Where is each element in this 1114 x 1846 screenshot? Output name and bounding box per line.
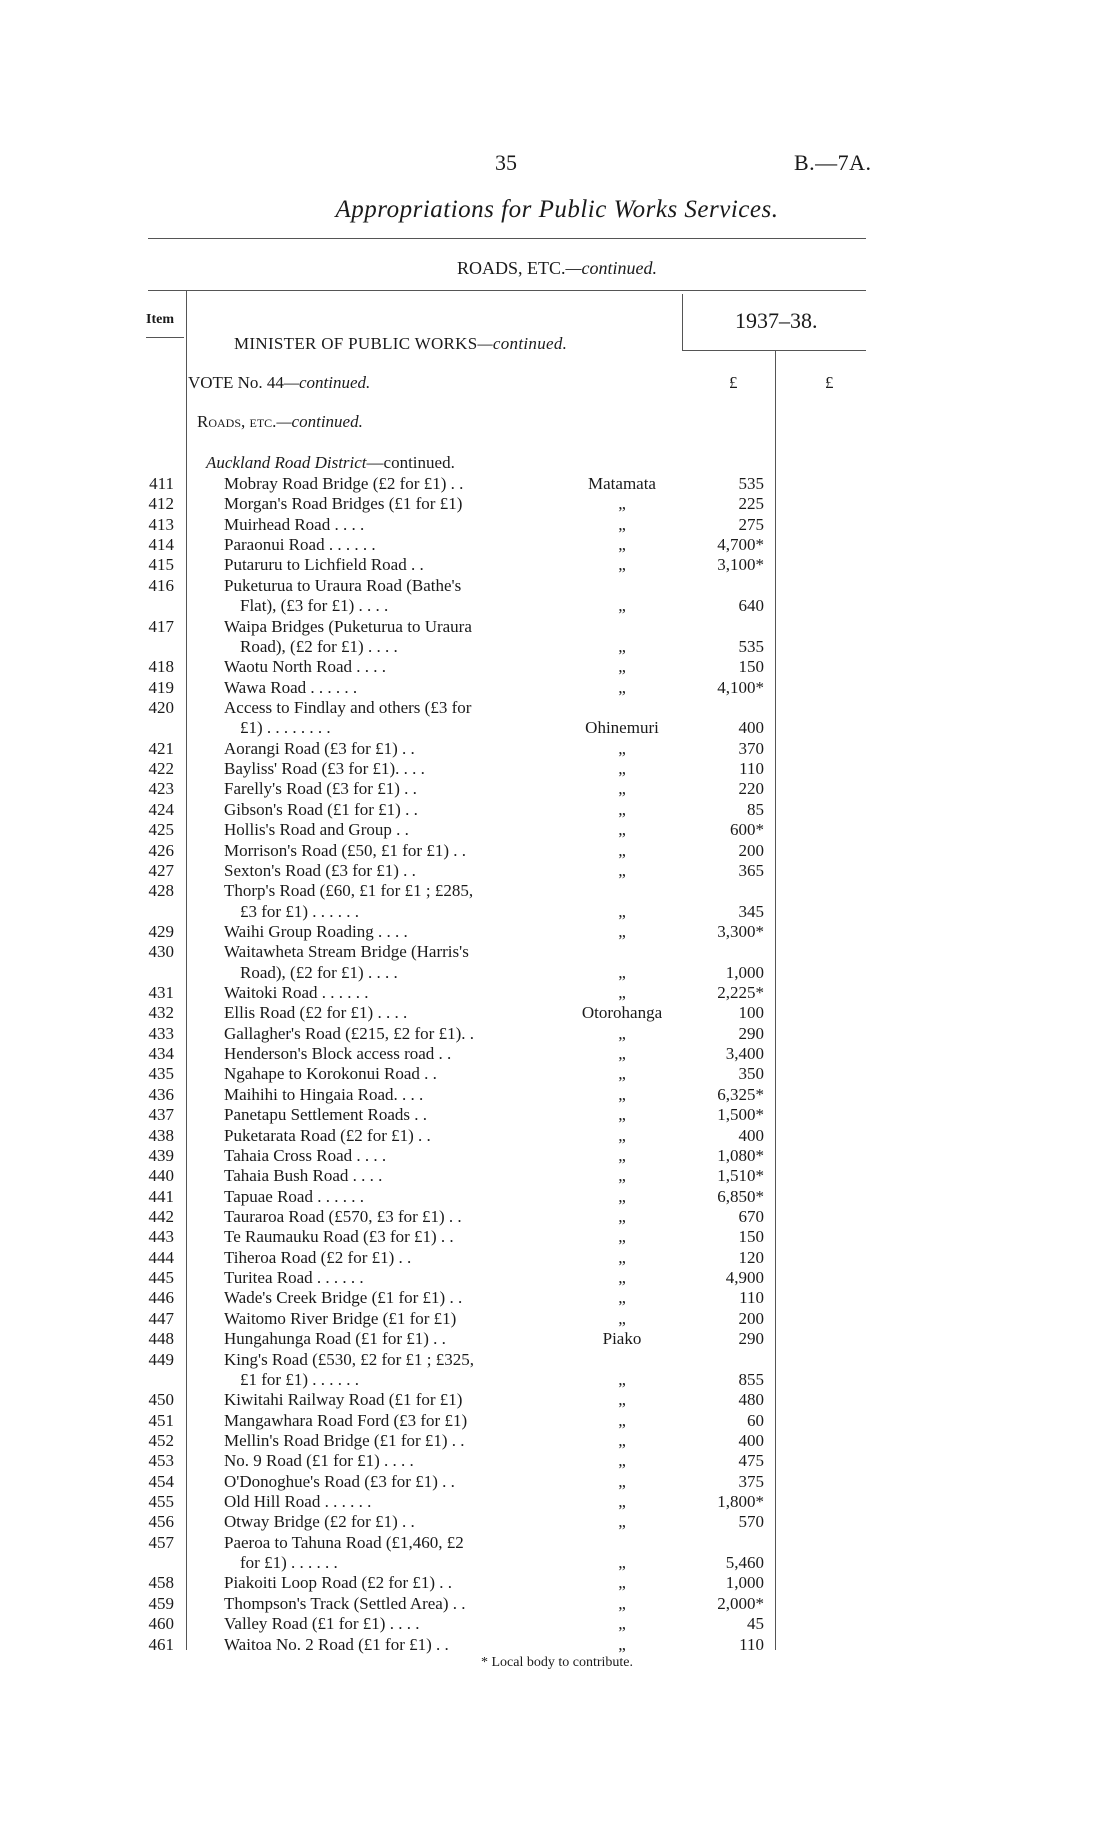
item-amount: 855 xyxy=(738,1369,764,1389)
section-title-text: ROADS, ETC. xyxy=(456,258,566,278)
item-description: Henderson's Block access road . . xyxy=(224,1044,452,1064)
item-district: „ xyxy=(618,535,626,555)
item-amount: 3,100* xyxy=(717,555,764,575)
item-amount: 400 xyxy=(738,1125,764,1145)
item-description: Paeroa to Tahuna Road (£1,460, £2 xyxy=(224,1532,464,1552)
item-number: 451 xyxy=(148,1410,174,1430)
item-amount: 4,100* xyxy=(717,677,764,697)
pound-column-2-unit: £ xyxy=(825,373,834,392)
item-amount: 110 xyxy=(739,1288,764,1308)
item-description: Bayliss' Road (£3 for £1). . . . xyxy=(224,759,425,778)
item-description: Flat), (£3 for £1) . . . . xyxy=(240,596,389,616)
item-number: 428 xyxy=(148,881,174,901)
district-heading-suffix: —continued. xyxy=(366,453,455,472)
item-description: Tauraroa Road (£570, £3 for £1) . . xyxy=(224,1207,462,1226)
roads-heading-text: Roads, etc. xyxy=(197,412,277,431)
item-amount: 475 xyxy=(738,1451,764,1471)
item-header-rule xyxy=(146,337,184,338)
table-top-rule xyxy=(148,290,866,291)
vote-heading xyxy=(188,373,370,393)
item-number: 422 xyxy=(148,759,174,778)
item-district: „ xyxy=(618,1512,626,1532)
year-column-divider xyxy=(682,294,683,350)
item-amount: 4,900 xyxy=(725,1268,764,1287)
item-description: Road), (£2 for £1) . . . . xyxy=(240,962,398,982)
item-amount: 480 xyxy=(738,1390,764,1410)
item-amount: 45 xyxy=(747,1614,764,1634)
item-description: Aorangi Road (£3 for £1) . . xyxy=(224,738,415,758)
item-district: „ xyxy=(618,962,626,982)
item-number: 439 xyxy=(148,1145,174,1165)
item-column-divider xyxy=(186,290,187,1650)
year-column-header: 1937–38. xyxy=(735,308,818,333)
item-amount: 400 xyxy=(738,718,764,738)
title-divider xyxy=(148,238,866,239)
item-description: Tahaia Cross Road . . . . xyxy=(224,1145,387,1165)
item-description: Farelly's Road (£3 for £1) . . xyxy=(224,779,417,799)
item-number: 458 xyxy=(148,1573,174,1593)
item-description: Morgan's Road Bridges (£1 for £1) xyxy=(224,494,463,514)
item-number: 453 xyxy=(148,1451,174,1471)
item-district: „ xyxy=(618,901,626,921)
roads-heading xyxy=(197,412,363,432)
item-district: Piako xyxy=(602,1329,642,1349)
minister-heading xyxy=(234,334,567,354)
item-district: „ xyxy=(618,1044,626,1064)
item-description: Waitoki Road . . . . . . xyxy=(224,983,369,1002)
item-description: Valley Road (£1 for £1) . . . . xyxy=(224,1614,420,1634)
item-district: „ xyxy=(618,1308,626,1328)
item-description: Puketurua to Uraura Road (Bathe's xyxy=(224,575,462,595)
item-amount: 2,225* xyxy=(717,983,764,1002)
item-amount: 1,000 xyxy=(725,962,764,982)
item-district: „ xyxy=(618,1471,626,1491)
page-title: Appropriations for Public Works Services. xyxy=(335,196,779,223)
item-description: Wawa Road . . . . . . xyxy=(224,677,358,697)
item-description: Tapuae Road . . . . . . xyxy=(224,1186,364,1206)
item-amount: 3,300* xyxy=(717,921,764,941)
vote-heading-text: VOTE No. 44 xyxy=(188,373,284,392)
item-amount: 275 xyxy=(738,514,764,534)
item-amount: 1,500* xyxy=(717,1105,764,1125)
item-number: 448 xyxy=(148,1329,174,1349)
item-description: Thompson's Track (Settled Area) . . xyxy=(224,1593,466,1613)
item-number: 424 xyxy=(148,799,174,819)
item-number: 426 xyxy=(148,840,174,860)
item-amount: 400 xyxy=(738,1430,764,1450)
item-number: 418 xyxy=(148,657,174,677)
item-amount: 200 xyxy=(738,1308,764,1328)
item-description: Waipa Bridges (Puketurua to Uraura xyxy=(224,616,472,636)
item-number: 457 xyxy=(148,1532,174,1552)
document-reference: B.—7A. xyxy=(794,150,872,175)
item-description: Waitoa No. 2 Road (£1 for £1) . . xyxy=(224,1634,449,1654)
item-district: „ xyxy=(618,1410,626,1430)
item-number: 461 xyxy=(148,1634,174,1654)
item-district: „ xyxy=(618,1105,626,1125)
item-district: „ xyxy=(618,1553,626,1573)
item-number: 434 xyxy=(148,1044,174,1064)
item-number: 449 xyxy=(148,1349,174,1369)
roads-heading-suffix: —continued. xyxy=(276,412,363,431)
item-district: „ xyxy=(618,1186,626,1206)
item-description: Waitawheta Stream Bridge (Harris's xyxy=(224,942,469,962)
pound-column-1-unit: £ xyxy=(729,373,738,392)
item-amount: 220 xyxy=(738,779,764,799)
item-amount: 1,800* xyxy=(717,1492,764,1511)
item-description: King's Road (£530, £2 for £1 ; £325, xyxy=(224,1349,475,1369)
item-amount: 5,460 xyxy=(725,1553,764,1573)
item-district: Matamata xyxy=(588,474,656,493)
item-description: Putaruru to Lichfield Road . . xyxy=(224,555,424,575)
item-district: „ xyxy=(618,983,626,1002)
item-amount: 120 xyxy=(738,1247,764,1267)
item-district: „ xyxy=(618,1451,626,1471)
item-amount: 290 xyxy=(738,1023,764,1043)
item-description: Tiheroa Road (£2 for £1) . . xyxy=(224,1247,412,1267)
item-description: Access to Findlay and others (£3 for xyxy=(224,698,472,717)
item-description: Thorp's Road (£60, £1 for £1 ; £285, xyxy=(224,881,474,901)
item-district: „ xyxy=(618,840,626,860)
item-number: 411 xyxy=(149,474,174,493)
item-column-header: Item xyxy=(146,312,174,327)
item-description: Mangawhara Road Ford (£3 for £1) xyxy=(224,1410,468,1430)
item-district: „ xyxy=(618,596,626,616)
item-amount: 290 xyxy=(738,1329,764,1349)
district-heading-text: Auckland Road District xyxy=(206,453,367,472)
item-district: „ xyxy=(618,1492,626,1511)
item-number: 414 xyxy=(148,535,174,555)
page-number: 35 xyxy=(495,150,517,175)
district-heading xyxy=(206,453,455,473)
item-amount: 6,325* xyxy=(717,1084,764,1104)
item-amount: 345 xyxy=(738,901,764,921)
item-district: „ xyxy=(618,1430,626,1450)
item-description: Turitea Road . . . . . . xyxy=(224,1268,364,1287)
item-description: Gallagher's Road (£215, £2 for £1). . xyxy=(224,1023,474,1043)
item-description: £1) . . . . . . . . xyxy=(240,718,331,738)
item-number: 438 xyxy=(148,1125,174,1145)
item-number: 433 xyxy=(148,1023,174,1043)
item-description: Ngahape to Korokonui Road . . xyxy=(224,1064,437,1084)
item-district: „ xyxy=(618,860,626,880)
item-district: „ xyxy=(618,494,626,514)
minister-heading-suffix: —continued. xyxy=(477,334,568,353)
item-district: „ xyxy=(618,677,626,697)
item-amount: 365 xyxy=(738,860,764,880)
item-amount: 150 xyxy=(738,1227,764,1247)
item-district: „ xyxy=(618,514,626,534)
item-amount: 100 xyxy=(738,1003,764,1023)
item-district: „ xyxy=(618,657,626,677)
item-number: 432 xyxy=(148,1003,174,1023)
item-description: £3 for £1) . . . . . . xyxy=(240,901,359,921)
item-amount: 670 xyxy=(738,1207,764,1226)
item-district: „ xyxy=(618,820,626,840)
item-amount: 3,400 xyxy=(725,1044,764,1064)
item-description: Ellis Road (£2 for £1) . . . . xyxy=(224,1003,408,1023)
footnote: * Local body to contribute. xyxy=(480,1655,634,1670)
item-description: Te Raumauku Road (£3 for £1) . . xyxy=(224,1227,454,1247)
item-description: Hollis's Road and Group . . xyxy=(224,820,409,840)
item-description: Puketarata Road (£2 for £1) . . xyxy=(224,1125,431,1145)
item-description: O'Donoghue's Road (£3 for £1) . . xyxy=(224,1471,455,1491)
item-district: „ xyxy=(618,1268,626,1287)
item-description: Mobray Road Bridge (£2 for £1) . . xyxy=(224,474,464,493)
item-description: for £1) . . . . . . xyxy=(240,1553,338,1573)
item-district: „ xyxy=(618,1390,626,1410)
item-amount: 110 xyxy=(739,759,764,778)
item-number: 412 xyxy=(148,494,174,514)
item-description: Gibson's Road (£1 for £1) . . xyxy=(224,799,418,819)
item-number: 444 xyxy=(148,1247,174,1267)
item-number: 425 xyxy=(148,820,174,840)
item-district: „ xyxy=(618,1369,626,1389)
item-number: 450 xyxy=(148,1390,174,1410)
item-number: 442 xyxy=(148,1207,174,1226)
item-description: Morrison's Road (£50, £1 for £1) . . xyxy=(224,840,466,860)
item-number: 417 xyxy=(148,616,174,636)
item-amount: 375 xyxy=(738,1471,764,1491)
item-district: Otorohanga xyxy=(581,1003,663,1023)
item-number: 443 xyxy=(148,1227,174,1247)
item-amount: 600* xyxy=(730,820,764,840)
item-district: „ xyxy=(618,1064,626,1084)
item-district: „ xyxy=(618,1634,626,1654)
item-description: Tahaia Bush Road . . . . xyxy=(224,1166,383,1186)
item-number: 460 xyxy=(148,1614,174,1634)
item-number: 431 xyxy=(148,983,174,1002)
item-number: 427 xyxy=(148,860,174,880)
item-amount: 225 xyxy=(738,494,764,514)
item-amount: 535 xyxy=(738,636,764,656)
item-description: Piakoiti Loop Road (£2 for £1) . . xyxy=(224,1573,453,1593)
item-amount: 60 xyxy=(747,1410,764,1430)
item-number: 420 xyxy=(148,698,174,717)
item-description: Panetapu Settlement Roads . . xyxy=(224,1105,428,1125)
item-number: 440 xyxy=(148,1166,174,1186)
item-district: „ xyxy=(618,1614,626,1634)
item-description: £1 for £1) . . . . . . xyxy=(240,1369,359,1389)
item-amount: 150 xyxy=(738,657,764,677)
item-district: „ xyxy=(618,1247,626,1267)
item-district: „ xyxy=(618,1207,626,1226)
amount-column-divider xyxy=(775,350,776,1650)
item-number: 445 xyxy=(148,1268,174,1287)
item-amount: 85 xyxy=(747,799,764,819)
item-description: Mellin's Road Bridge (£1 for £1) . . xyxy=(224,1430,465,1450)
item-description: Maihihi to Hingaia Road. . . . xyxy=(224,1084,424,1104)
item-amount: 535 xyxy=(738,474,764,493)
item-description: Wade's Creek Bridge (£1 for £1) . . xyxy=(224,1288,463,1308)
item-description: No. 9 Road (£1 for £1) . . . . xyxy=(224,1451,414,1471)
item-number: 416 xyxy=(148,575,174,595)
section-title-suffix: —continued. xyxy=(565,258,657,278)
item-district: „ xyxy=(618,1023,626,1043)
item-number: 413 xyxy=(148,514,174,534)
item-description: Paraonui Road . . . . . . xyxy=(224,535,376,555)
item-amount: 370 xyxy=(738,738,764,758)
item-number: 456 xyxy=(148,1512,174,1532)
item-description: Old Hill Road . . . . . . xyxy=(224,1492,372,1511)
item-amount: 1,000 xyxy=(725,1573,764,1593)
item-district: „ xyxy=(618,1084,626,1104)
item-district: „ xyxy=(618,1593,626,1613)
item-description: Kiwitahi Railway Road (£1 for £1) xyxy=(224,1390,463,1410)
minister-heading-text: MINISTER OF PUBLIC WORKS xyxy=(234,334,478,353)
section-title xyxy=(0,258,1114,279)
item-district: „ xyxy=(618,799,626,819)
item-district: „ xyxy=(618,759,626,778)
item-number: 429 xyxy=(148,921,174,941)
item-district: „ xyxy=(618,921,626,941)
item-description: Waotu North Road . . . . xyxy=(224,657,386,677)
item-district: „ xyxy=(618,555,626,575)
item-district: Ohinemuri xyxy=(585,718,659,738)
item-district: „ xyxy=(618,1145,626,1165)
vote-heading-suffix: —continued. xyxy=(283,373,371,392)
item-description: Otway Bridge (£2 for £1) . . xyxy=(224,1512,415,1532)
item-amount: 1,510* xyxy=(717,1166,764,1186)
item-district: „ xyxy=(618,1573,626,1593)
item-district: „ xyxy=(618,1166,626,1186)
item-number: 455 xyxy=(148,1492,174,1511)
item-amount: 350 xyxy=(738,1064,764,1084)
item-number: 436 xyxy=(148,1084,174,1104)
item-amount: 570 xyxy=(738,1512,764,1532)
year-header-rule xyxy=(682,350,866,351)
item-number: 459 xyxy=(148,1593,174,1613)
item-district: „ xyxy=(618,1227,626,1247)
item-description: Waitomo River Bridge (£1 for £1) xyxy=(224,1308,457,1328)
item-district: „ xyxy=(618,779,626,799)
item-amount: 200 xyxy=(738,840,764,860)
item-number: 447 xyxy=(148,1308,174,1328)
item-number: 441 xyxy=(148,1186,174,1206)
item-number: 437 xyxy=(148,1105,174,1125)
item-number: 419 xyxy=(148,677,174,697)
item-amount: 640 xyxy=(738,596,764,616)
item-description: Waihi Group Roading . . . . xyxy=(224,921,408,941)
item-amount: 110 xyxy=(739,1634,764,1654)
item-number: 435 xyxy=(148,1064,174,1084)
item-description: Road), (£2 for £1) . . . . xyxy=(240,636,398,656)
item-district: „ xyxy=(618,1125,626,1145)
item-amount: 4,700* xyxy=(717,535,764,555)
item-number: 446 xyxy=(148,1288,174,1308)
item-number: 421 xyxy=(148,738,174,758)
item-number: 423 xyxy=(148,779,174,799)
item-amount: 6,850* xyxy=(717,1186,764,1206)
item-number: 415 xyxy=(148,555,174,575)
item-description: Muirhead Road . . . . xyxy=(224,514,365,534)
item-amount: 1,080* xyxy=(717,1145,764,1165)
item-number: 454 xyxy=(148,1471,174,1491)
item-number: 430 xyxy=(148,942,174,962)
item-district: „ xyxy=(618,1288,626,1308)
item-district: „ xyxy=(618,636,626,656)
item-description: Sexton's Road (£3 for £1) . . xyxy=(224,860,416,880)
item-amount: 2,000* xyxy=(717,1593,764,1613)
item-description: Hungahunga Road (£1 for £1) . . xyxy=(224,1329,446,1349)
item-district: „ xyxy=(618,738,626,758)
item-number: 452 xyxy=(148,1430,174,1450)
